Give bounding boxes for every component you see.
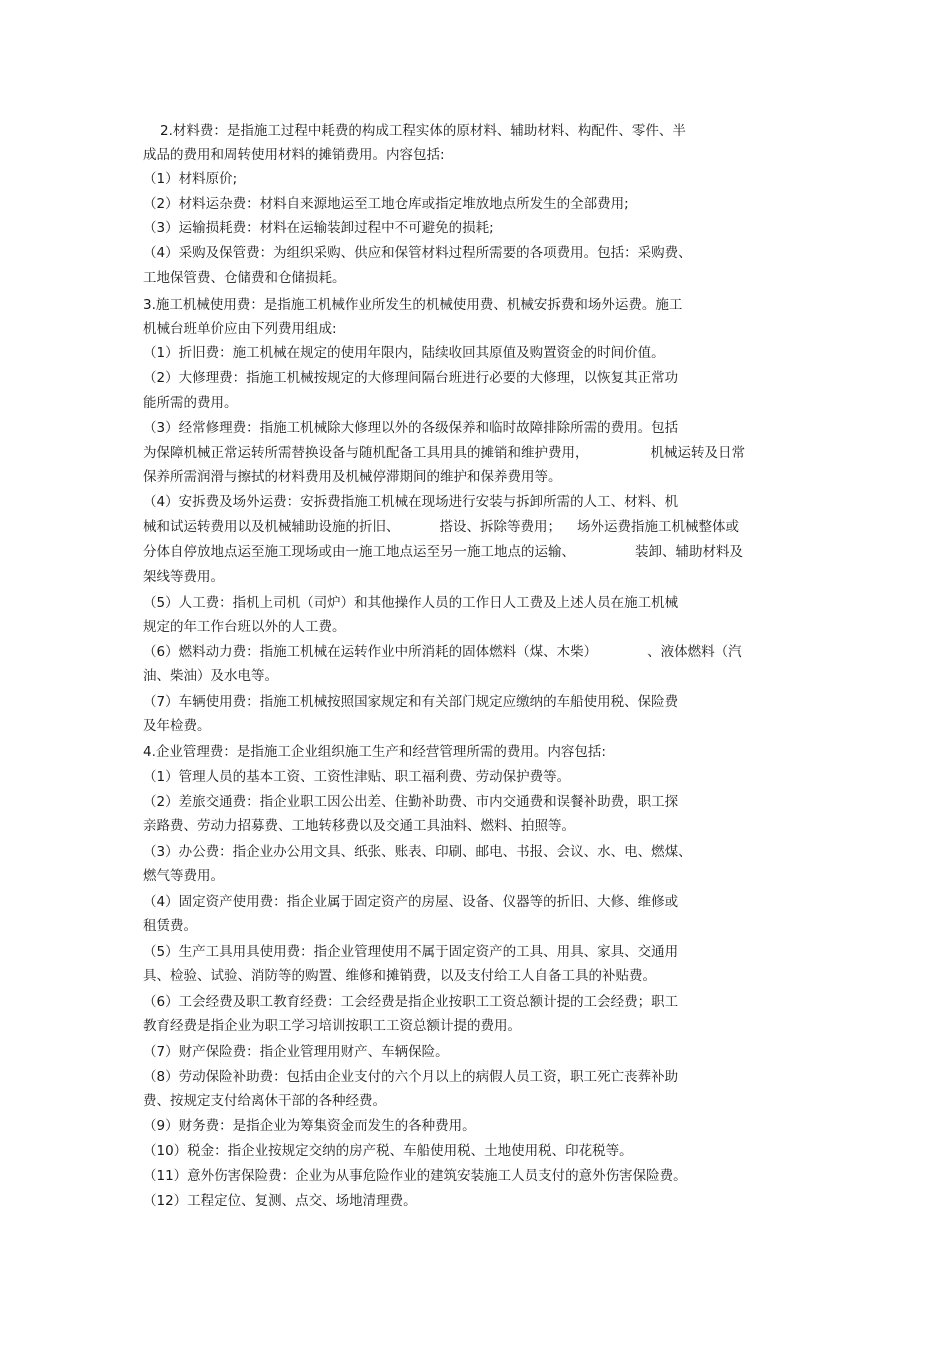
text-line bbox=[143, 643, 823, 661]
text-segment: 装卸、辅助材料及 bbox=[635, 544, 743, 560]
text-line: （3）运输损耗费：材料在运输装卸过程中不可避免的损耗; bbox=[143, 220, 494, 236]
text-line bbox=[143, 444, 823, 462]
text-line bbox=[143, 543, 823, 561]
text-segment: 为保障机械正常运转所需替换设备与随机配备工具用具的摊销和维护费用， bbox=[143, 445, 589, 461]
text-segment: 分体自停放地点运至施工现场或由一施工地点运至另一施工地点的运输、 bbox=[143, 544, 575, 560]
text-line: （4）采购及保管费：为组织采购、供应和保管材料过程所需要的各项费用。包括：采购费、 bbox=[143, 245, 692, 261]
text-segment: 、液体燃料（汽 bbox=[647, 644, 742, 660]
text-line: 工地保管费、仓储费和仓储损耗。 bbox=[143, 270, 346, 286]
text-line: （1）管理人员的基本工资、工资性津贴、职工福利费、劳动保护费等。 bbox=[143, 769, 571, 785]
text-line: 具、检验、试验、消防等的购置、维修和摊销费，以及支付给工人自备工具的补贴费。 bbox=[143, 968, 656, 984]
text-line: 及年检费。 bbox=[143, 718, 211, 734]
text-line: （3）经常修理费：指施工机械除大修理以外的各级保养和临时故障排除所需的费用。包括 bbox=[143, 420, 679, 436]
text-segment: 机械运转及日常 bbox=[650, 445, 745, 461]
text-line: 费、按规定支付给离休干部的各种经费。 bbox=[143, 1093, 386, 1109]
text-line: （12）工程定位、复测、点交、场地清理费。 bbox=[143, 1193, 417, 1209]
text-line: 亲路费、劳动力招募费、工地转移费以及交通工具油料、燃料、拍照等。 bbox=[143, 818, 575, 834]
text-line: 4.企业管理费：是指施工企业组织施工生产和经营管理所需的费用。内容包括: bbox=[143, 744, 606, 760]
text-line: （10）税金：指企业按规定交纳的房产税、车船使用税、土地使用税、印花税等。 bbox=[143, 1143, 633, 1159]
text-line bbox=[143, 518, 823, 536]
text-line: （8）劳动保险补助费：包括由企业支付的六个月以上的病假人员工资，职工死亡丧葬补助 bbox=[143, 1069, 679, 1085]
text-line: 保养所需润滑与擦拭的材料费用及机械停滞期间的维护和保养费用等。 bbox=[143, 469, 562, 485]
text-segment: 场外运费指施工机械整体或 bbox=[577, 519, 739, 535]
text-line: 机械台班单价应由下列费用组成: bbox=[143, 321, 337, 337]
text-line: （9）财务费：是指企业为筹集资金而发生的各种费用。 bbox=[143, 1118, 476, 1134]
text-line: （1）材料原价; bbox=[143, 171, 238, 187]
text-line: 能所需的费用。 bbox=[143, 395, 238, 411]
text-line: 规定的年工作台班以外的人工费。 bbox=[143, 619, 346, 635]
text-line: 租赁费。 bbox=[143, 918, 197, 934]
text-line: （3）办公费：指企业办公用文具、纸张、账表、印刷、邮电、书报、会议、水、电、燃煤、 bbox=[143, 844, 692, 860]
text-line: 架线等费用。 bbox=[143, 569, 224, 585]
text-line: （6）工会经费及职工教育经费：工会经费是指企业按职工工资总额计提的工会经费；职工 bbox=[143, 994, 679, 1010]
text-line: （5）生产工具用具使用费：指企业管理使用不属于固定资产的工具、用具、家具、交通用 bbox=[143, 944, 679, 960]
text-line: （11）意外伤害保险费：企业为从事危险作业的建筑安装施工人员支付的意外伤害保险费。 bbox=[143, 1168, 687, 1184]
text-line: （5）人工费：指机上司机（司炉）和其他操作人员的工作日人工费及上述人员在施工机械 bbox=[143, 595, 679, 611]
text-line: （1）折旧费：施工机械在规定的使用年限内，陆续收回其原值及购置资金的时间价值。 bbox=[143, 345, 665, 361]
text-line: （2）大修理费：指施工机械按规定的大修理间隔台班进行必要的大修理，以恢复其正常功 bbox=[143, 370, 679, 386]
text-line: （4）固定资产使用费：指企业属于固定资产的房屋、设备、仪器等的折旧、大修、维修或 bbox=[143, 894, 679, 910]
text-line: （7）财产保险费：指企业管理用财产、车辆保险。 bbox=[143, 1044, 449, 1060]
text-line: 教育经费是指企业为职工学习培训按职工工资总额计提的费用。 bbox=[143, 1018, 521, 1034]
text-line: （2）差旅交通费：指企业职工因公出差、住勤补助费、市内交通费和误餐补助费，职工探 bbox=[143, 794, 679, 810]
text-line: （4）安拆费及场外运费：安拆费指施工机械在现场进行安装与拆卸所需的人工、材料、机 bbox=[143, 494, 679, 510]
text-line: 油、柴油）及水电等。 bbox=[143, 668, 278, 684]
text-line: （2）材料运杂费：材料自来源地运至工地仓库或指定堆放地点所发生的全部费用; bbox=[143, 196, 629, 212]
text-segment: （6）燃料动力费：指施工机械在运转作业中所消耗的固体燃料（煤、木柴） bbox=[143, 644, 598, 660]
text-segment: 搭设、拆除等费用； bbox=[439, 519, 561, 535]
text-segment: 械和试运转费用以及机械辅助设施的折旧、 bbox=[143, 519, 400, 535]
text-line: 燃气等费用。 bbox=[143, 868, 224, 884]
text-line: 2.材料费：是指施工过程中耗费的构成工程实体的原材料、辅助材料、构配件、零件、半 bbox=[160, 123, 686, 139]
text-line: 成品的费用和周转使用材料的摊销费用。内容包括: bbox=[143, 147, 445, 163]
text-line: 3.施工机械使用费：是指施工机械作业所发生的机械使用费、机械安拆费和场外运费。施工 bbox=[143, 297, 683, 313]
text-line: （7）车辆使用费：指施工机械按照国家规定和有关部门规定应缴纳的车船使用税、保险费 bbox=[143, 694, 679, 710]
